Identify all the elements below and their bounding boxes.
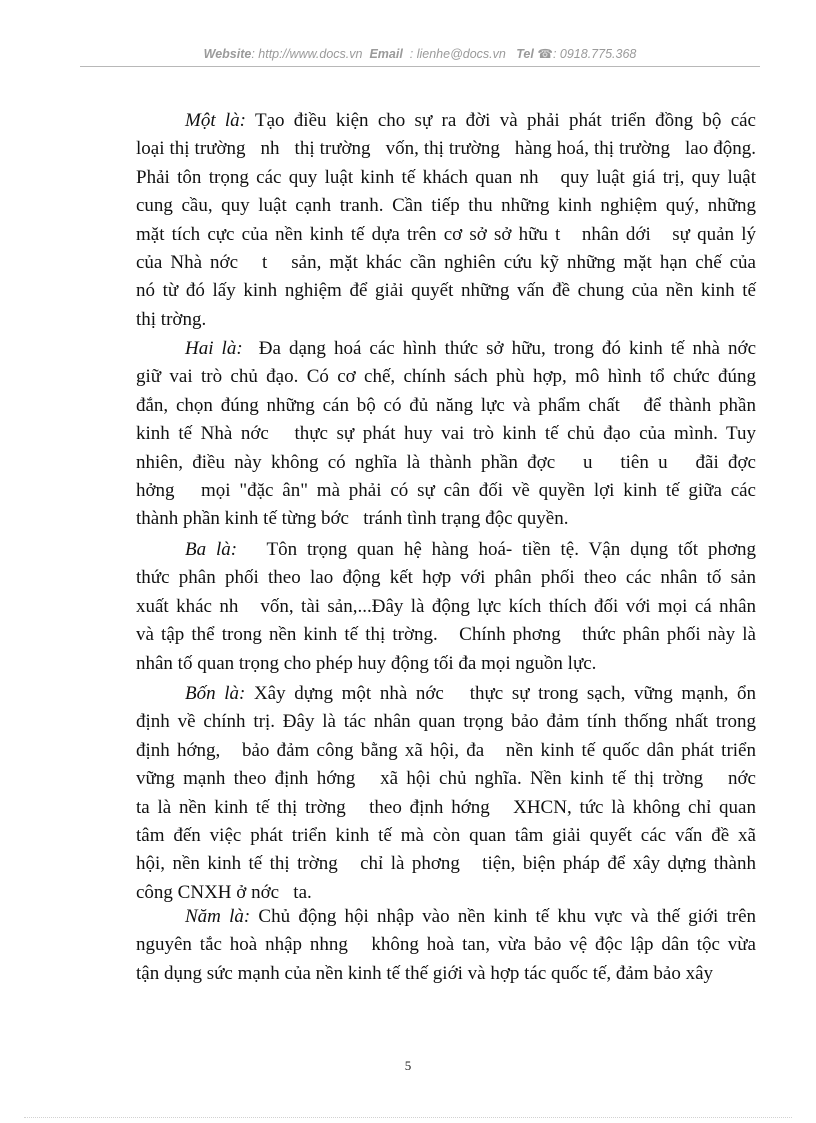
paragraph-line xyxy=(136,137,756,161)
line-text: loại thị trường nh thị trường vốn, thị trường hàng hoá, thị trường lao động. xyxy=(136,138,756,160)
line-text: ta là nền kinh tế thị trờng theo định hớng XHCN, tức là không chỉ quan xyxy=(136,796,756,818)
paragraph-line xyxy=(136,451,756,475)
line-text: của Nhà nớc t sản, mặt khác cần nghiên cứu kỹ những mặt hạn chế của xyxy=(136,252,756,273)
line-text: cung cầu, quy luật cạnh tranh. Cần tiếp thu những kinh nghiệm quý, những xyxy=(136,195,756,217)
paragraph-line xyxy=(136,852,756,876)
line-text: định về chính trị. Đây là tác nhân quan trọng bảo đảm tính thống nhất trong xyxy=(136,711,756,733)
paragraph-line xyxy=(136,166,756,190)
paragraph-lead: Ba là: xyxy=(185,539,238,560)
paragraph-lead: Năm là: xyxy=(185,906,251,927)
line-text: xuất khác nh vốn, tài sản,...Đây là động lực kích thích đối với mọi cá nhân xyxy=(136,595,756,617)
line-text: thị trờng. xyxy=(136,308,207,330)
tel-label: Tel xyxy=(516,47,534,61)
paragraph-first-line xyxy=(185,337,756,361)
website-value: : http://www.docs.vn xyxy=(251,47,363,61)
paragraph-line xyxy=(136,652,756,676)
paragraph-line xyxy=(136,507,756,531)
paragraph-line xyxy=(136,365,756,389)
paragraph-line xyxy=(136,767,756,791)
line-text: giữ vai trò chủ đạo. Có cơ chế, chính sách phù hợp, mô hình tổ chức đúng xyxy=(136,366,756,388)
paragraph-line xyxy=(136,394,756,418)
line-text: định hớng, bảo đảm công bằng xã hội, đa nền kinh tế quốc dân phát triển xyxy=(136,739,756,761)
line-text: Xây dựng một nhà nớc thực sự trong sạch, vững mạnh, ổn xyxy=(245,683,756,704)
line-text: tâm đến việc phát triển kinh tế mà còn quan tâm giải quyết các vấn đề xã xyxy=(136,825,756,846)
paragraph-line xyxy=(136,279,756,303)
paragraph-first-line xyxy=(185,538,756,562)
paragraph-line xyxy=(136,933,756,957)
line-text: đắn, chọn đúng những cán bộ có đủ năng lực và phẩm chất để thành phần xyxy=(136,394,756,416)
paragraph-line xyxy=(136,194,756,218)
paragraph-lead: Một là: xyxy=(185,110,247,131)
line-text: nhiên, điều này không có nghĩa là thành phần đợc u tiên u đãi đợc xyxy=(136,451,756,473)
page-header xyxy=(80,46,760,61)
paragraph-line xyxy=(136,479,756,503)
paragraph-line xyxy=(136,623,756,647)
paragraph-line xyxy=(136,566,756,590)
line-text: vững mạnh theo định hớng xã hội chủ nghĩa. Nền kinh tế thị trờng nớc xyxy=(136,768,756,790)
tel-value: : 0918.775.368 xyxy=(552,47,637,61)
email-value: : lienhe@docs.vn xyxy=(409,47,506,61)
website-label: Website xyxy=(203,47,252,61)
line-text: thành phần kinh tế từng bớc tránh tình trạng độc quyền. xyxy=(136,508,569,530)
phone-icon: ☎ xyxy=(537,47,553,61)
line-text: Đa dạng hoá các hình thức sở hữu, trong đó kinh tế nhà nớc xyxy=(242,338,756,359)
paragraph-first-line xyxy=(185,905,756,929)
paragraph-line xyxy=(136,881,756,905)
paragraph-line xyxy=(136,710,756,734)
page-number: 5 xyxy=(404,1058,412,1073)
paragraph-line xyxy=(136,595,756,619)
line-text: nó từ đó lấy kinh nghiệm để giải quyết những vấn đề chung của nền kinh tế xyxy=(136,280,756,302)
line-text: hởng mọi "đặc ân" mà phải có sự cân đối về quyền lợi kinh tế giữa các xyxy=(136,480,756,501)
line-text: mặt tích cực của nền kinh tế dựa trên cơ sở sở hữu t nhân dới sự quản lý xyxy=(136,223,756,245)
paragraph-line xyxy=(136,824,756,848)
page-bottom-divider xyxy=(24,1117,792,1118)
paragraph-line xyxy=(136,251,756,275)
line-text: Tạo điều kiện cho sự ra đời và phải phát triển đồng bộ các xyxy=(246,110,756,131)
paragraph-first-line xyxy=(185,682,756,706)
header-divider xyxy=(80,66,760,67)
line-text: Phải tôn trọng các quy luật kinh tế khách quan nh quy luật giá trị, quy luật xyxy=(136,166,756,188)
paragraph-line xyxy=(136,796,756,820)
paragraph-line xyxy=(136,739,756,763)
paragraph-line xyxy=(136,962,756,986)
line-text: thức phân phối theo lao động kết hợp với phân phối theo các nhân tố sản xyxy=(136,567,756,589)
paragraph-lead: Bốn là: xyxy=(185,683,246,704)
line-text: hội, nền kinh tế thị trờng chỉ là phơng tiện, biện pháp để xây dựng thành xyxy=(136,853,756,875)
email-label: Email xyxy=(369,47,403,61)
line-text: và tập thể trong nền kinh tế thị trờng. Chính phơng thức phân phối này là xyxy=(136,624,756,646)
line-text: nhân tố quan trọng cho phép huy động tối đa mọi nguồn lực. xyxy=(136,652,597,674)
line-text: công CNXH ở nớc ta. xyxy=(136,881,312,903)
paragraph-line xyxy=(136,223,756,247)
line-text: nguyên tắc hoà nhập nhng không hoà tan, vừa bảo vệ độc lập dân tộc vừa xyxy=(136,934,756,956)
paragraph-lead: Hai là: xyxy=(185,338,243,359)
paragraph-line xyxy=(136,308,756,332)
paragraph-first-line xyxy=(185,109,756,133)
line-text: tận dụng sức mạnh của nền kinh tế thế giới và hợp tác quốc tế, đảm bảo xây xyxy=(136,962,714,984)
line-text: Tôn trọng quan hệ hàng hoá- tiền tệ. Vận dụng tốt phơng xyxy=(237,539,757,560)
line-text: Chủ động hội nhập vào nền kinh tế khu vực và thế giới trên xyxy=(250,906,756,927)
paragraph-line xyxy=(136,422,756,446)
line-text: kinh tế Nhà nớc thực sự phát huy vai trò kinh tế chủ đạo của mình. Tuy xyxy=(136,423,756,445)
